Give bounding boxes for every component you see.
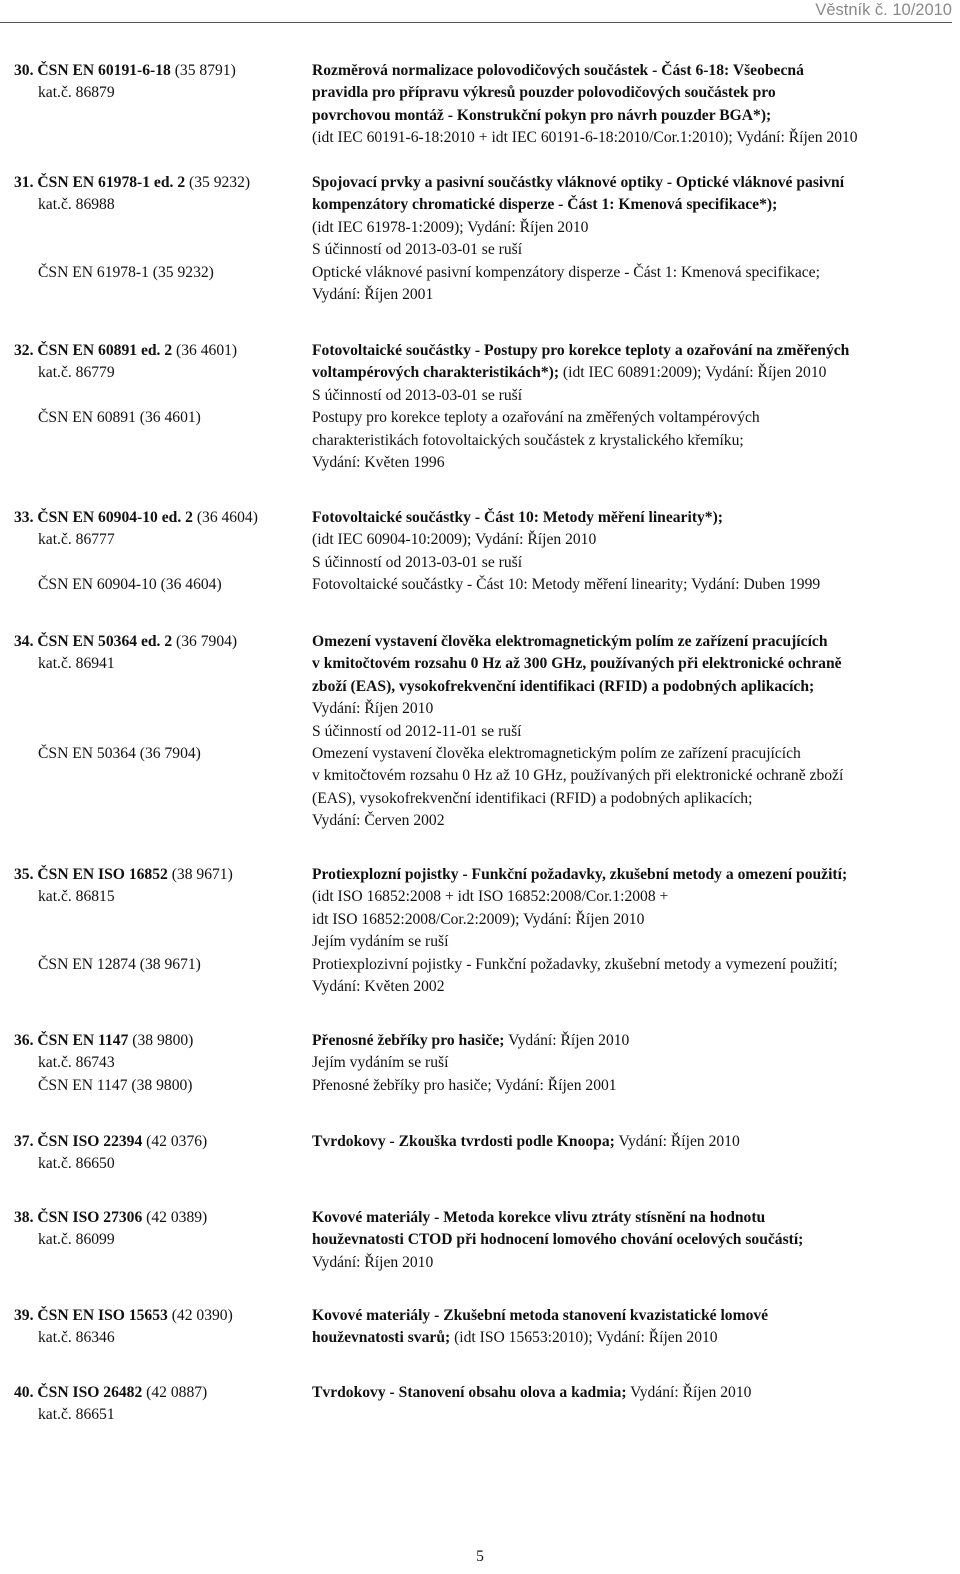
title-tail: Vydání: Říjen 2010	[504, 1032, 630, 1049]
standard-title: Protiexplozní pojistky - Funkční požadavky, zkušební metody a omezení použití;	[312, 866, 848, 883]
replaced-standard	[14, 954, 330, 976]
entry-identifiers	[14, 172, 306, 217]
standard-designation: ČSN ISO 27306	[37, 1209, 143, 1226]
classification-code: (38 9800)	[132, 1032, 194, 1049]
entry-description	[312, 1305, 952, 1350]
standard-designation: ČSN EN 61978-1 ed. 2	[37, 174, 186, 191]
standard-title: Tvrdokovy - Zkouška tvrdosti podle Knoopa;	[312, 1133, 615, 1150]
title-line	[312, 676, 952, 698]
entry-number: 40.	[14, 1384, 34, 1401]
standard-title: houževnatosti svarů;	[312, 1329, 451, 1347]
entry-heading-line	[14, 631, 306, 653]
catalog-number: kat.č. 86879	[38, 84, 115, 102]
standard-title: Rozměrová normalizace polovodičových součástek - Část 6-18: Všeobecná	[312, 62, 804, 79]
entry-number: 39.	[14, 1307, 34, 1324]
title-line	[312, 507, 952, 529]
standard-designation: ČSN EN 60891 ed. 2	[37, 342, 173, 359]
title-tail: Vydání: Říjen 2010	[626, 1384, 752, 1401]
classification-code: (42 0390)	[171, 1307, 233, 1324]
title-line	[312, 1131, 952, 1153]
entry-heading-line	[14, 1305, 306, 1327]
standard-title: kompenzátory chromatické disperze - Část 1: Kmenová specifikace*);	[312, 196, 778, 214]
title-line	[312, 60, 952, 82]
catalog-number: kat.č. 86650	[38, 1155, 115, 1173]
standard-title: povrchovou montáž - Konstrukční pokyn pro návrh pouzder BGA*);	[312, 106, 772, 124]
standard-title: Fotovoltaické součástky - Část 10: Metody měření linearity*);	[312, 509, 723, 526]
catalog-number: kat.č. 86815	[38, 888, 115, 906]
entry-description	[312, 1382, 952, 1404]
detail-line: Vydání: Říjen 2010	[312, 1253, 434, 1271]
entry-number: 31.	[14, 174, 34, 191]
replaced-designation: ČSN EN 60891 (36 4601)	[38, 409, 201, 427]
catalog-number: kat.č. 86777	[38, 531, 115, 549]
title-line	[312, 1382, 952, 1404]
replaced-standard	[14, 743, 330, 765]
detail-line: Jejím vydáním se ruší	[312, 933, 449, 951]
entry-number: 34.	[14, 633, 34, 650]
entry-identifiers	[14, 340, 306, 385]
catalog-number: kat.č. 86651	[38, 1406, 115, 1424]
entry-heading-line	[14, 1131, 306, 1153]
entry-description	[312, 1131, 952, 1153]
title-line	[312, 1229, 952, 1251]
title-tail: (idt ISO 15653:2010); Vydání: Říjen 2010	[450, 1329, 718, 1347]
title-line	[312, 105, 952, 127]
entry-heading-line	[14, 1382, 306, 1404]
replaced-description	[312, 1075, 952, 1097]
title-line	[312, 1305, 952, 1327]
title-line	[312, 194, 952, 216]
replaced-designation: ČSN EN 60904-10 (36 4604)	[38, 576, 222, 594]
entry-number: 37.	[14, 1133, 34, 1150]
replaced-description	[312, 954, 952, 999]
title-line	[312, 864, 952, 886]
entry-heading-line	[14, 60, 306, 82]
standard-designation: ČSN EN ISO 16852	[37, 866, 168, 883]
standard-title: Spojovací prvky a pasivní součástky vláknové optiky - Optické vláknové pasivní	[312, 174, 845, 191]
catalog-number: kat.č. 86988	[38, 196, 115, 214]
title-line	[312, 631, 952, 653]
entry-identifiers	[14, 1382, 306, 1427]
replaced-standard	[14, 1075, 330, 1097]
classification-code: (38 9671)	[171, 866, 233, 883]
standard-title: houževnatosti CTOD při hodnocení lomového chování ocelových součástí;	[312, 1231, 804, 1249]
title-tail: (idt IEC 60891:2009); Vydání: Říjen 2010	[559, 364, 827, 382]
classification-code: (35 9232)	[189, 174, 251, 191]
entry-number: 33.	[14, 509, 34, 526]
entry-description	[312, 1207, 952, 1274]
detail-line: S účinností od 2013-03-01 se ruší	[312, 553, 523, 571]
standard-designation: ČSN ISO 26482	[37, 1384, 143, 1401]
entry-identifiers	[14, 507, 306, 552]
replaced-title-line: Vydání: Květen 1996	[312, 454, 445, 471]
standard-title: voltampérových charakteristikách*);	[312, 364, 560, 382]
replaced-description	[312, 743, 952, 833]
replaced-designation: ČSN EN 1147 (38 9800)	[38, 1076, 193, 1094]
title-line	[312, 653, 952, 675]
standard-title: Fotovoltaické součástky - Postupy pro korekce teploty a ozařování na změřených	[312, 342, 850, 359]
bulletin-title: Věstník č. 10/2010	[815, 1, 952, 19]
title-line	[312, 1030, 952, 1052]
classification-code: (36 4604)	[196, 509, 258, 526]
entry-description	[312, 631, 952, 743]
detail-line: (idt IEC 61978-1:2009); Vydání: Říjen 2010	[312, 218, 589, 236]
title-line	[312, 340, 952, 362]
entry-heading-line	[14, 172, 306, 194]
catalog-number: kat.č. 86941	[38, 655, 115, 673]
title-line	[312, 362, 952, 384]
detail-line: idt ISO 16852:2008/Cor.2:2009); Vydání: Říjen 2010	[312, 910, 645, 928]
classification-code: (42 0389)	[146, 1209, 208, 1226]
classification-code: (35 8791)	[174, 62, 236, 79]
standard-designation: ČSN EN 1147	[37, 1032, 129, 1049]
entry-identifiers	[14, 631, 306, 676]
catalog-number: kat.č. 86743	[38, 1054, 115, 1072]
title-line	[312, 1327, 952, 1349]
classification-code: (36 4601)	[176, 342, 238, 359]
detail-line: (idt IEC 60191-6-18:2010 + idt IEC 60191-6-18:2010/Cor.1:2010); Vydání: Říjen 2010	[312, 129, 858, 147]
standard-title: v kmitočtovém rozsahu 0 Hz až 300 GHz, používaných při elektronické ochraně	[312, 655, 842, 673]
standard-designation: ČSN EN 60191-6-18	[37, 62, 171, 79]
entry-description	[312, 172, 952, 262]
replaced-description	[312, 574, 952, 596]
replaced-title-line: Omezení vystavení člověka elektromagnetickým polím ze zařízení pracujících	[312, 745, 801, 762]
replaced-title-line: Postupy pro korekce teploty a ozařování na změřených voltampérových	[312, 409, 760, 427]
replaced-title-line: Protiexplozivní pojistky - Funkční požadavky, zkušební metody a vymezení použití;	[312, 955, 838, 973]
entry-number: 32.	[14, 342, 34, 359]
entry-description	[312, 60, 952, 150]
standard-title: Kovové materiály - Zkušební metoda stanovení kvazistatické lomové	[312, 1307, 769, 1324]
title-tail: Vydání: Říjen 2010	[614, 1133, 740, 1150]
replaced-standard	[14, 574, 330, 596]
entry-identifiers	[14, 1131, 306, 1176]
catalog-number: kat.č. 86779	[38, 364, 115, 382]
entry-identifiers	[14, 1207, 306, 1252]
replaced-title-line: (EAS), vysokofrekvenční identifikaci (RFID) a podobných aplikacích;	[312, 789, 753, 807]
replaced-designation: ČSN EN 12874 (38 9671)	[38, 955, 201, 973]
replaced-title-line: Vydání: Květen 2002	[312, 978, 445, 995]
replaced-title-line: v kmitočtovém rozsahu 0 Hz až 10 GHz, používaných při elektronické ochraně zboží	[312, 767, 844, 785]
entry-number: 36.	[14, 1032, 34, 1049]
entry-number: 38.	[14, 1209, 34, 1226]
detail-line: S účinností od 2012-11-01 se ruší	[312, 722, 522, 740]
replaced-title-line: Fotovoltaické součástky - Část 10: Metody měření linearity; Vydání: Duben 1999	[312, 576, 821, 594]
replaced-description	[312, 262, 952, 307]
detail-line: S účinností od 2013-03-01 se ruší	[312, 241, 523, 259]
replaced-title-line: Optické vláknové pasivní kompenzátory disperze - Část 1: Kmenová specifikace;	[312, 263, 820, 281]
standard-designation: ČSN ISO 22394	[37, 1133, 143, 1150]
replaced-description	[312, 407, 952, 474]
entry-number: 30.	[14, 62, 34, 79]
replaced-title-line: Vydání: Říjen 2001	[312, 286, 434, 303]
entry-identifiers	[14, 864, 306, 909]
title-line	[312, 1207, 952, 1229]
replaced-standard	[14, 407, 330, 429]
catalog-number: kat.č. 86099	[38, 1231, 115, 1249]
entry-number: 35.	[14, 866, 34, 883]
entry-heading-line	[14, 1030, 306, 1052]
entry-description	[312, 864, 952, 954]
entry-heading-line	[14, 340, 306, 362]
standard-title: Omezení vystavení člověka elektromagnetickým polím ze zařízení pracujících	[312, 633, 828, 650]
catalog-number: kat.č. 86346	[38, 1329, 115, 1347]
entry-description	[312, 1030, 952, 1075]
standard-designation: ČSN EN 50364 ed. 2	[37, 633, 173, 650]
standard-title: pravidla pro přípravu výkresů pouzder polovodičových součástek pro	[312, 84, 776, 102]
title-line	[312, 172, 952, 194]
replaced-designation: ČSN EN 50364 (36 7904)	[38, 745, 201, 762]
standard-title: zboží (EAS), vysokofrekvenční identifikaci (RFID) a podobných aplikacích;	[312, 677, 815, 695]
entry-heading-line	[14, 507, 306, 529]
entry-heading-line	[14, 1207, 306, 1229]
entry-description	[312, 340, 952, 407]
detail-line: S účinností od 2013-03-01 se ruší	[312, 386, 523, 404]
classification-code: (42 0376)	[146, 1133, 208, 1150]
standard-title: Kovové materiály - Metoda korekce vlivu ztráty stísnění na hodnotu	[312, 1209, 766, 1226]
replaced-title-line: Vydání: Červen 2002	[312, 812, 445, 830]
replaced-designation: ČSN EN 61978-1 (35 9232)	[38, 263, 214, 281]
standard-title: Tvrdokovy - Stanovení obsahu olova a kadmia;	[312, 1384, 627, 1401]
entry-description	[312, 507, 952, 574]
detail-line: Jejím vydáním se ruší	[312, 1054, 449, 1072]
standard-designation: ČSN EN 60904-10 ed. 2	[37, 509, 193, 526]
detail-line: (idt IEC 60904-10:2009); Vydání: Říjen 2010	[312, 531, 597, 549]
page-number: 5	[476, 1548, 484, 1565]
standard-designation: ČSN EN ISO 15653	[37, 1307, 168, 1324]
entry-heading-line	[14, 864, 306, 886]
detail-line: (idt ISO 16852:2008 + idt ISO 16852:2008/Cor.1:2008 +	[312, 888, 669, 906]
replaced-title-line: charakteristikách fotovoltaických součástek z krystalického křemíku;	[312, 431, 744, 449]
detail-line: Vydání: Říjen 2010	[312, 700, 434, 718]
replaced-standard	[14, 262, 330, 284]
standard-title: Přenosné žebříky pro hasiče;	[312, 1032, 505, 1049]
entry-identifiers	[14, 60, 306, 105]
classification-code: (42 0887)	[146, 1384, 208, 1401]
page-header	[0, 0, 952, 23]
entry-identifiers	[14, 1030, 306, 1075]
title-line	[312, 82, 952, 104]
replaced-title-line: Přenosné žebříky pro hasiče; Vydání: Říjen 2001	[312, 1076, 617, 1094]
classification-code: (36 7904)	[176, 633, 238, 650]
entry-identifiers	[14, 1305, 306, 1350]
